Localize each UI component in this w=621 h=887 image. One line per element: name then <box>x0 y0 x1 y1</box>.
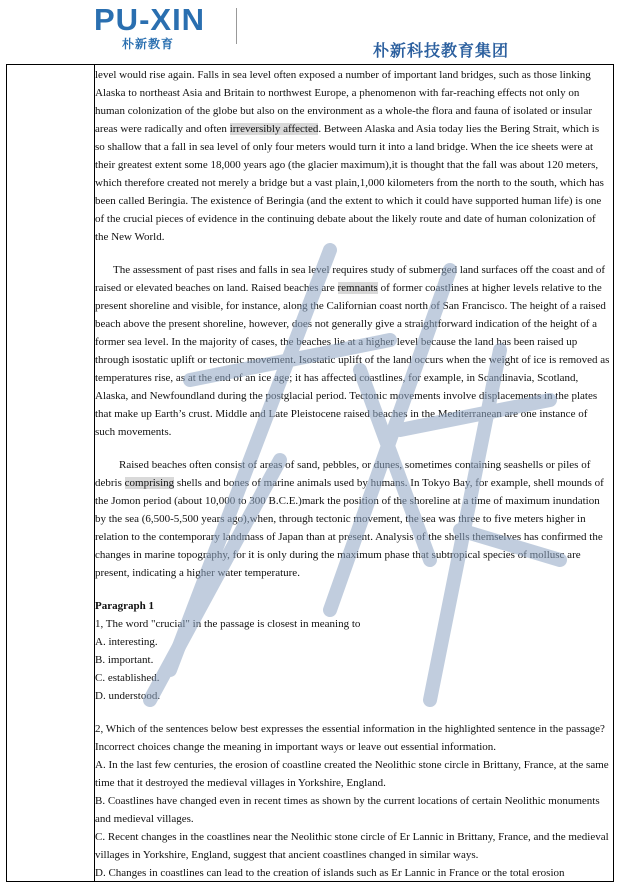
question-1-option-a[interactable]: A. interesting. <box>95 636 158 648</box>
question-2-stem: 2, Which of the sentences below best expresses the essential information in the highlighted sentence in the passage? Incorrect choices change the meaning in important ways or leave out essential information. <box>95 723 605 753</box>
question-2-option-b[interactable]: B. Coastlines have changed even in recent times as shown by the current locations of certain Neolithic monuments and medieval villages. <box>95 795 600 825</box>
section-heading: Paragraph 1 <box>95 600 154 612</box>
p2-text-a: The assessment of past rises and falls in sea level requires study of submerged land surfaces off the coast and of raised or elevated beaches on land. Raised beaches are <box>95 264 606 294</box>
highlighted-word: remnants <box>337 282 378 294</box>
spacer <box>95 582 610 597</box>
document-content <box>95 66 610 882</box>
highlighted-word: comprising <box>124 477 175 489</box>
question-2-option-a[interactable]: A. In the last few centuries, the erosion of coastline created the Neolithic stone circle in Brittany, France, at the same time that it destroyed the medieval villages in Yorkshire, England. <box>95 759 609 789</box>
logo-sub-text: 朴新教育 <box>122 37 175 51</box>
passage-paragraph-3 <box>95 456 610 582</box>
p2-text-b: of former coastlines at higher levels relative to the present shoreline and visible, for instance, along the Californian coast north of San Francisco. The height of a raised beach above the present shoreline, however, does not generally give a straightforward indication of the height of a former sea level. In the majority of cases, the beaches lie at a higher level because the land has been raised up through isostatic uplift or tectonic movement. Isostatic uplift of the land occurs when the weight of ice is removed as temperatures rise, as at the end of an ice age; it has affected coastlines, for example, in Scandinavia, Scotland, Alaska, and Newfoundland during the postglacial period. Tectonic movements involve displacements in the plates that make up Earth’s crust. Middle and Late Pleistocene raised beaches in the Mediterranean are one instance of such movements. <box>95 282 610 438</box>
passage-paragraph-1 <box>95 66 610 246</box>
question-1-option-c[interactable]: C. established. <box>95 672 160 684</box>
p1-text: level would rise again. Falls in sea level often exposed a number of important land bridges, such as those linking Alaska to northeast Asia and Britain to northwest Europe, a phenomenon with far-reaching effects not only on human colonization of the globe but also on the environment as a whole-the flora and fauna of isolated or insular areas were radically and often <box>95 69 592 135</box>
question-1-option-d[interactable]: D. understood. <box>95 690 161 702</box>
spacer <box>95 246 610 261</box>
p3-text-b: shells and bones of marine animals used by humans. In Tokyo Bay, for example, shell mounds of the Jomon period (about 10,000 to 300 B.C.E.)mark the position of the shoreline at a time of maximum inundation by the sea (6,500-5,500 years ago),when, through tectonic movement, the sea was three to five meters higher in relation to the contemporary landmass of Japan than at present. Analysis of the shells themselves has confirmed the changes in marine topography, for it is only during the maximum phase that subtropical species of mollusc are present, indicating a higher water temperature. <box>95 477 604 579</box>
company-name: 朴新科技教育集团 <box>373 41 510 60</box>
spacer <box>95 705 610 720</box>
p3-text-a: Raised beaches often consist of areas of sand, pebbles, or dunes, sometimes containing seashells or piles of debris <box>95 459 591 489</box>
logo-divider <box>236 8 237 44</box>
passage-paragraph-2 <box>95 261 610 441</box>
question-1-stem: 1, The word "crucial" in the passage is closest in meaning to <box>95 618 361 630</box>
highlighted-phrase: irreversibly affected <box>229 123 319 135</box>
question-2-option-d[interactable]: D. Changes in coastlines can lead to the creation of islands such as Er Lannic in France or the total erosion <box>95 867 565 879</box>
page-header <box>0 0 621 64</box>
spacer <box>95 441 610 456</box>
p1-rest-text: . Between Alaska and Asia today lies the Bering Strait, which is so shallow that a fall in sea level of only four meters would turn it into a land bridge. When the ice sheets were at their greatest extent some 18,000 years ago (the glacier maximum),it is thought that the fall was about 120 meters, which therefore created not merely a bridge but a vast plain,1,000 kilometers from the north to the south, which has been called Beringia. The existence of Beringia (and the extent to which it could have supported human life) is one of the crucial pieces of evidence in the continuing debate about the likely route and date of human colonization of the New World. <box>95 123 604 243</box>
logo-main-text: PU-XIN <box>94 2 206 37</box>
brand-logo <box>94 2 224 51</box>
question-1-option-b[interactable]: B. important. <box>95 654 154 666</box>
question-2-option-c[interactable]: C. Recent changes in the coastlines near the Neolithic stone circle of Er Lannic in Brittany, France, and the medieval villages in Yorkshire, England, suggest that ancient coastlines changed in similar ways. <box>95 831 609 861</box>
